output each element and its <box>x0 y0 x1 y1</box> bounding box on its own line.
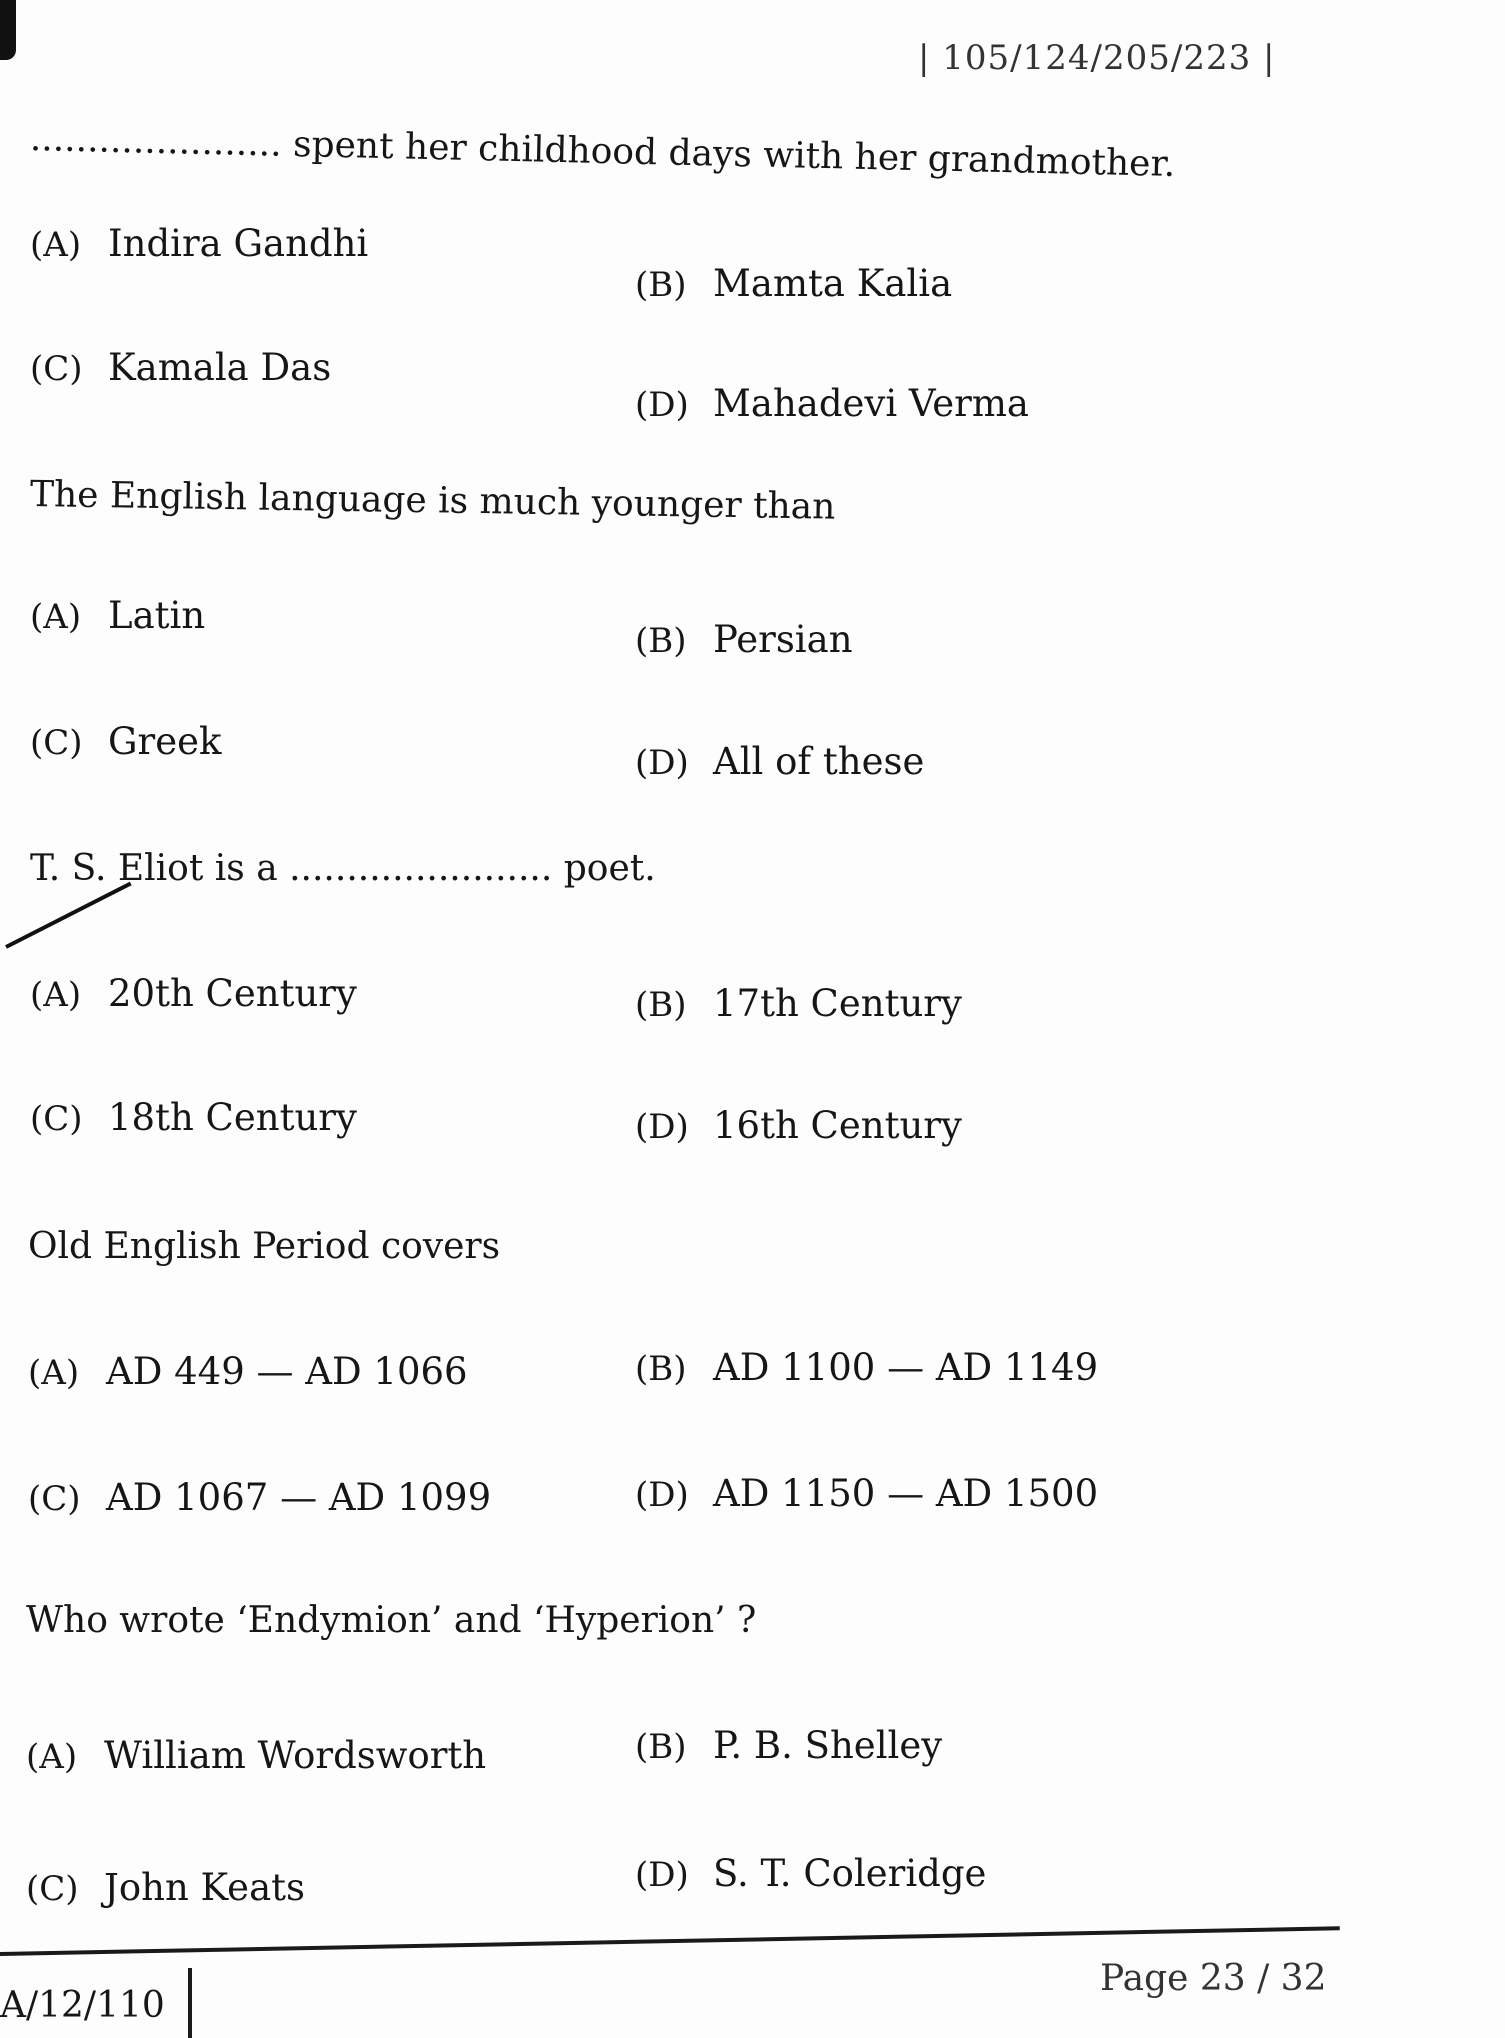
option-b: (B) P. B. Shelley <box>635 1724 943 1767</box>
paper-code-header: | 105/124/205/223 | <box>918 38 1276 78</box>
option-d: (D) AD 1150 — AD 1500 <box>635 1472 1099 1515</box>
question-text: Old English Period covers <box>28 1226 501 1267</box>
option-b: (B) 17th Century <box>635 982 962 1025</box>
question-text: T. S. Eliot is a ....................... poet. <box>30 848 656 889</box>
option-a: (A) Indira Gandhi <box>30 222 369 265</box>
footer-code: A/12/110 <box>0 1985 165 2026</box>
option-c: (C) Greek <box>30 720 222 763</box>
option-c: (C) Kamala Das <box>30 346 332 389</box>
option-a: (A) William Wordsworth <box>26 1734 487 1777</box>
option-c: (C) 18th Century <box>30 1096 357 1139</box>
option-c: (C) John Keats <box>26 1866 305 1909</box>
pen-tick-mark <box>5 882 132 949</box>
scan-edge-mark <box>0 0 16 60</box>
option-c: (C) AD 1067 — AD 1099 <box>28 1476 492 1519</box>
question-text: ...................... spent her childhood days with her grandmother. <box>29 118 1176 185</box>
option-d: (D) Mahadevi Verma <box>635 382 1029 425</box>
option-a-marked: (A) 20th Century <box>30 972 357 1015</box>
page-number: Page 23 / 32 <box>1100 1958 1327 1999</box>
footer-rule <box>0 1926 1340 1956</box>
option-d: (D) 16th Century <box>635 1104 962 1147</box>
option-d: (D) S. T. Coleridge <box>635 1852 987 1895</box>
option-b: (B) Persian <box>635 618 853 661</box>
question-text: Who wrote ‘Endymion’ and ‘Hyperion’ ? <box>26 1600 757 1641</box>
option-a: (A) AD 449 — AD 1066 <box>28 1350 468 1393</box>
question-text: The English language is much younger than <box>29 474 836 528</box>
option-b: (B) Mamta Kalia <box>635 262 953 305</box>
option-d: (D) All of these <box>635 740 925 783</box>
option-b: (B) AD 1100 — AD 1149 <box>635 1346 1099 1389</box>
option-a: (A) Latin <box>30 594 206 637</box>
